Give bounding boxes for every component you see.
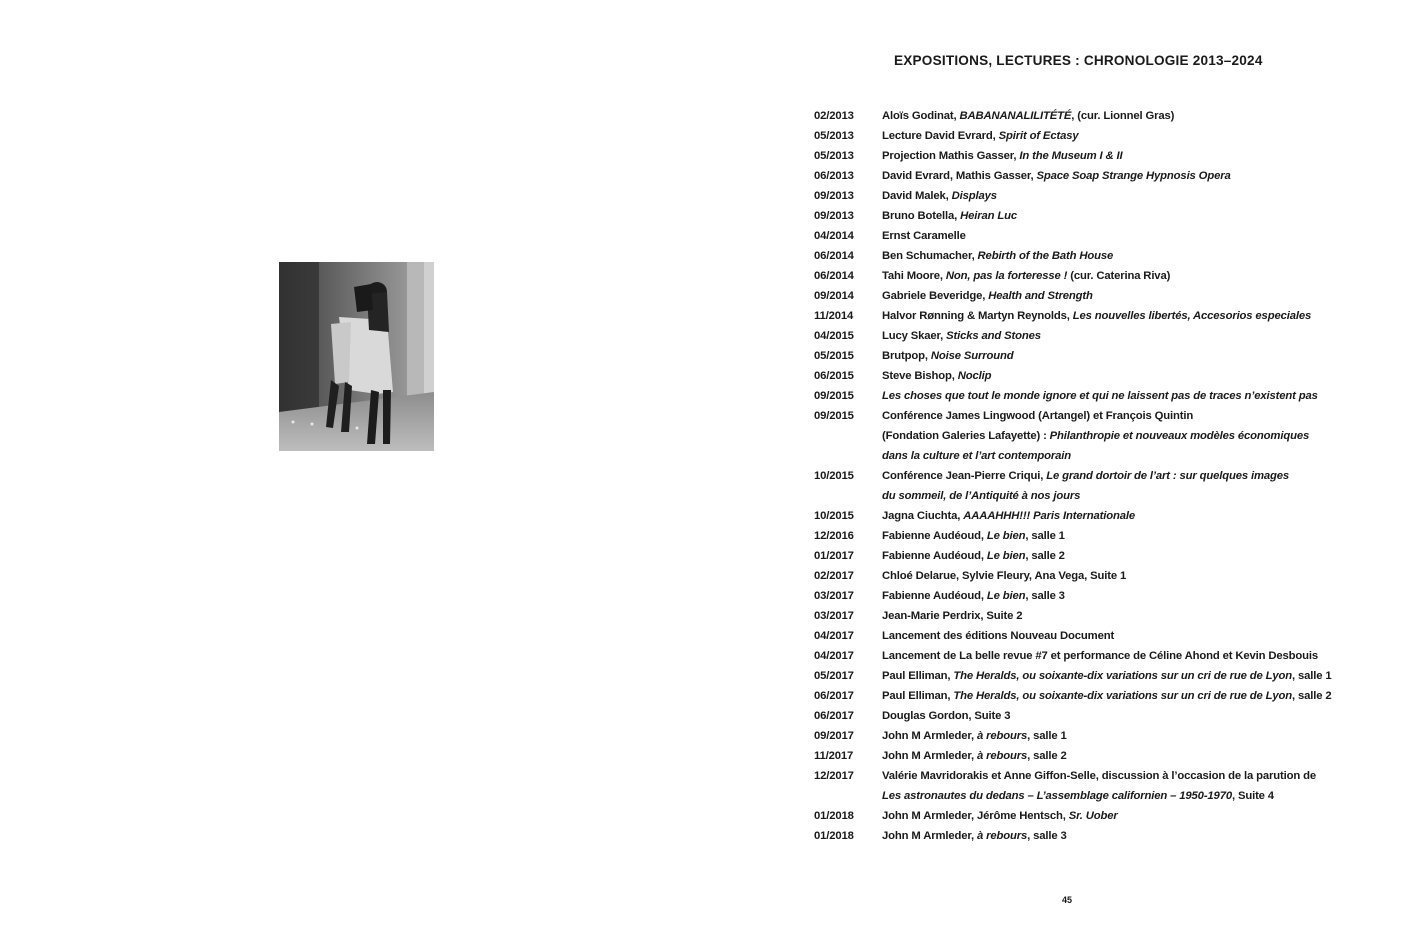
entry-title-italic: BABANANALILITÉTÉ [959,110,1072,122]
entry-date: 05/2013 [814,150,854,162]
entry-text [882,566,1126,586]
entry-title-italic: AAAAHHH!!! Paris Internationale [963,510,1135,522]
entry-title-italic: Le bien [986,550,1026,562]
chronology-list [814,106,1414,846]
entry-title-italic: Le bien [986,590,1026,602]
entry-date: 09/2017 [814,730,854,742]
entry-text-segment: Brutpop, [882,350,931,362]
entry-title-italic: dans la culture et l’art contemporain [882,450,1072,462]
entry-date: 12/2017 [814,770,854,782]
page-number: 45 [1062,895,1073,905]
entry-text-segment: , salle 1 [1025,530,1065,542]
entry-text-segment: Steve Bishop, [882,370,958,382]
entry-text [882,386,1318,406]
chronology-entry [814,386,1414,406]
entry-title-italic: In the Museum I & II [1019,150,1123,162]
entry-title-italic: Heiran Luc [960,210,1017,222]
entry-text-segment: (Fondation Galeries Lafayette) : [882,430,1050,442]
entry-text [882,626,1114,646]
entry-title-italic: à rebours [976,830,1028,842]
entry-date: 06/2014 [814,250,854,262]
entry-text-segment: , salle 2 [1292,690,1332,702]
entry-text-segment: John M Armleder, [882,750,977,762]
chronology-entry [814,426,1414,446]
entry-title-italic: Spirit of Ectasy [998,130,1079,142]
entry-text [882,246,1113,266]
entry-text-segment: Ben Schumacher, [882,250,978,262]
chronology-entry [814,566,1414,586]
entry-date: 06/2014 [814,270,854,282]
chronology-entry [814,666,1414,686]
entry-text [882,426,1309,446]
entry-text-segment: Jagna Ciuchta, [882,510,964,522]
entry-title-italic: Space Soap Strange Hypnosis Opera [1036,170,1231,182]
entry-date: 06/2017 [814,690,854,702]
entry-text [882,506,1135,526]
entry-date: 04/2017 [814,650,854,662]
entry-text-segment: Valérie Mavridorakis et Anne Giffon-Selle, discussion à l’occasion de la parution de [882,770,1316,782]
entry-date: 05/2017 [814,670,854,682]
chronology-entry [814,506,1414,526]
entry-title-italic: The Heralds, ou soixante-dix variations sur un cri de rue de Lyon [953,670,1293,682]
entry-text [882,446,1071,466]
entry-text [882,186,997,206]
entry-date: 10/2015 [814,510,854,522]
entry-date: 01/2018 [814,830,854,842]
entry-text-segment: , (cur. Lionnel Gras) [1071,110,1175,122]
entry-title-italic: Rebirth of the Bath House [977,250,1114,262]
entry-title-italic: Les nouvelles libertés, Accesorios especiales [1072,310,1312,322]
entry-text-segment: Lancement des éditions Nouveau Document [882,630,1115,642]
chronology-entry [814,746,1414,766]
entry-date: 01/2018 [814,810,854,822]
entry-text [882,826,1067,846]
entry-text [882,786,1274,806]
chronology-entry [814,806,1414,826]
chronology-entry [814,686,1414,706]
entry-date: 10/2015 [814,470,854,482]
entry-text-segment: Fabienne Audéoud, [882,530,987,542]
entry-text-segment: Aloïs Godinat, [882,110,960,122]
entry-title-italic: Non, pas la forteresse ! [945,270,1068,282]
entry-text [882,266,1170,286]
chronology-entry [814,446,1414,466]
entry-text [882,406,1193,426]
entry-date: 09/2013 [814,210,854,222]
chronology-entry [814,246,1414,266]
chronology-entry [814,646,1414,666]
entry-text-segment: Jean-Marie Perdrix, Suite 2 [882,610,1023,622]
entry-text [882,546,1065,566]
chronology-entry [814,406,1414,426]
entry-text [882,126,1078,146]
entry-text-segment: , salle 1 [1292,670,1332,682]
chronology-entry [814,626,1414,646]
entry-text [882,586,1065,606]
chronology-entry [814,546,1414,566]
entry-text-segment: , salle 3 [1027,830,1067,842]
entry-date: 01/2017 [814,550,854,562]
entry-title-italic: à rebours [976,730,1028,742]
entry-text [882,306,1311,326]
entry-text [882,606,1022,626]
chronology-entry [814,306,1414,326]
entry-text-segment: Projection Mathis Gasser, [882,150,1020,162]
entry-text-segment: Paul Elliman, [882,670,954,682]
chronology-entry [814,346,1414,366]
chronology-entry [814,286,1414,306]
chronology-entry [814,586,1414,606]
entry-title-italic: Noclip [957,370,992,382]
entry-text-segment: Fabienne Audéoud, [882,550,987,562]
entry-text [882,766,1316,786]
entry-date: 09/2013 [814,190,854,202]
entry-text-segment: Chloé Delarue, Sylvie Fleury, Ana Vega, Suite 1 [882,570,1127,582]
entry-text-segment: Lecture David Evrard, [882,130,999,142]
entry-date: 06/2017 [814,710,854,722]
chronology-entry [814,786,1414,806]
entry-text [882,806,1118,826]
entry-text [882,526,1065,546]
entry-text [882,686,1332,706]
entry-title-italic: Les astronautes du dedans – L’assemblage californien – 1950-1970 [882,790,1232,802]
entry-text-segment: Lancement de La belle revue #7 et performance de Céline Ahond et Kevin Desbouis [882,650,1318,662]
entry-text-segment: (cur. Caterina Riva) [1067,270,1171,282]
entry-title-italic: Le grand dortoir de l’art : sur quelques images [1046,470,1290,482]
entry-text-segment: John M Armleder, [882,730,977,742]
entry-text-segment: Douglas Gordon, Suite 3 [882,710,1011,722]
exhibition-photo [279,262,434,451]
entry-text-segment: Gabriele Beveridge, [882,290,989,302]
chronology-entry [814,226,1414,246]
chronology-entry [814,326,1414,346]
entry-date: 05/2015 [814,350,854,362]
page-title: EXPOSITIONS, LECTURES : CHRONOLOGIE 2013–2024 [894,53,1263,68]
entry-text [882,466,1289,486]
entry-text-segment: Paul Elliman, [882,690,954,702]
chronology-entry [814,146,1414,166]
entry-date: 09/2015 [814,390,854,402]
entry-text-segment: Halvor Rønning & Martyn Reynolds, [882,310,1073,322]
entry-text [882,146,1122,166]
entry-title-italic: à rebours [976,750,1028,762]
entry-date: 12/2016 [814,530,854,542]
chronology-entry [814,606,1414,626]
entry-text-segment: David Evrard, Mathis Gasser, [882,170,1037,182]
entry-text-segment: Conférence Jean-Pierre Criqui, [882,470,1047,482]
entry-date: 02/2013 [814,110,854,122]
entry-text-segment: Tahi Moore, [882,270,946,282]
chronology-entry [814,166,1414,186]
entry-text [882,326,1041,346]
entry-text [882,226,966,246]
chronology-entry [814,206,1414,226]
entry-text-segment: John M Armleder, Jérôme Hentsch, [882,810,1069,822]
chronology-entry [814,366,1414,386]
entry-date: 03/2017 [814,590,854,602]
entry-text [882,366,991,386]
entry-text-segment: , Suite 4 [1231,790,1274,802]
entry-title-italic: Les choses que tout le monde ignore et qui ne laissent pas de traces n’existent pas [882,390,1318,402]
entry-text [882,646,1318,666]
chronology-entry [814,826,1414,846]
entry-date: 04/2015 [814,330,854,342]
entry-date: 09/2014 [814,290,854,302]
entry-title-italic: Displays [951,190,997,202]
entry-title-italic: The Heralds, ou soixante-dix variations sur un cri de rue de Lyon [953,690,1293,702]
entry-text-segment: , salle 3 [1025,590,1065,602]
entry-date: 05/2013 [814,130,854,142]
entry-title-italic: Sticks and Stones [946,330,1041,342]
entry-date: 11/2014 [814,310,854,322]
entry-text [882,666,1332,686]
entry-date: 04/2014 [814,230,854,242]
entry-text-segment: Ernst Caramelle [882,230,966,242]
entry-text [882,106,1174,126]
entry-text [882,726,1067,746]
entry-title-italic: du sommeil, de l’Antiquité à nos jours [882,490,1081,502]
entry-text-segment: , salle 1 [1027,730,1067,742]
entry-date: 03/2017 [814,610,854,622]
entry-text [882,706,1010,726]
entry-text-segment: Bruno Botella, [882,210,961,222]
entry-text-segment: Conférence James Lingwood (Artangel) et François Quintin [882,410,1194,422]
entry-date: 09/2015 [814,410,854,422]
chronology-entry [814,526,1414,546]
entry-date: 11/2017 [814,750,854,762]
entry-text [882,746,1067,766]
chronology-entry [814,126,1414,146]
chronology-entry [814,266,1414,286]
entry-text-segment: , salle 2 [1027,750,1067,762]
entry-title-italic: Health and Strength [988,290,1093,302]
entry-title-italic: Sr. Uober [1068,810,1118,822]
entry-date: 06/2013 [814,170,854,182]
entry-text-segment: David Malek, [882,190,952,202]
entry-title-italic: Philanthropie et nouveaux modèles économiques [1049,430,1310,442]
entry-text-segment: Lucy Skaer, [882,330,947,342]
entry-text [882,206,1017,226]
entry-text [882,346,1014,366]
entry-title-italic: Noise Surround [930,350,1014,362]
entry-text [882,166,1231,186]
entry-text [882,486,1080,506]
chronology-entry [814,186,1414,206]
entry-text-segment: John M Armleder, [882,830,977,842]
chronology-entry [814,106,1414,126]
chronology-entry [814,706,1414,726]
chronology-entry [814,466,1414,486]
entry-title-italic: Le bien [986,530,1026,542]
entry-date: 04/2017 [814,630,854,642]
chronology-entry [814,486,1414,506]
chronology-entry [814,726,1414,746]
chronology-entry [814,766,1414,786]
entry-text-segment: Fabienne Audéoud, [882,590,987,602]
entry-date: 02/2017 [814,570,854,582]
entry-text [882,286,1093,306]
entry-text-segment: , salle 2 [1025,550,1065,562]
entry-date: 06/2015 [814,370,854,382]
